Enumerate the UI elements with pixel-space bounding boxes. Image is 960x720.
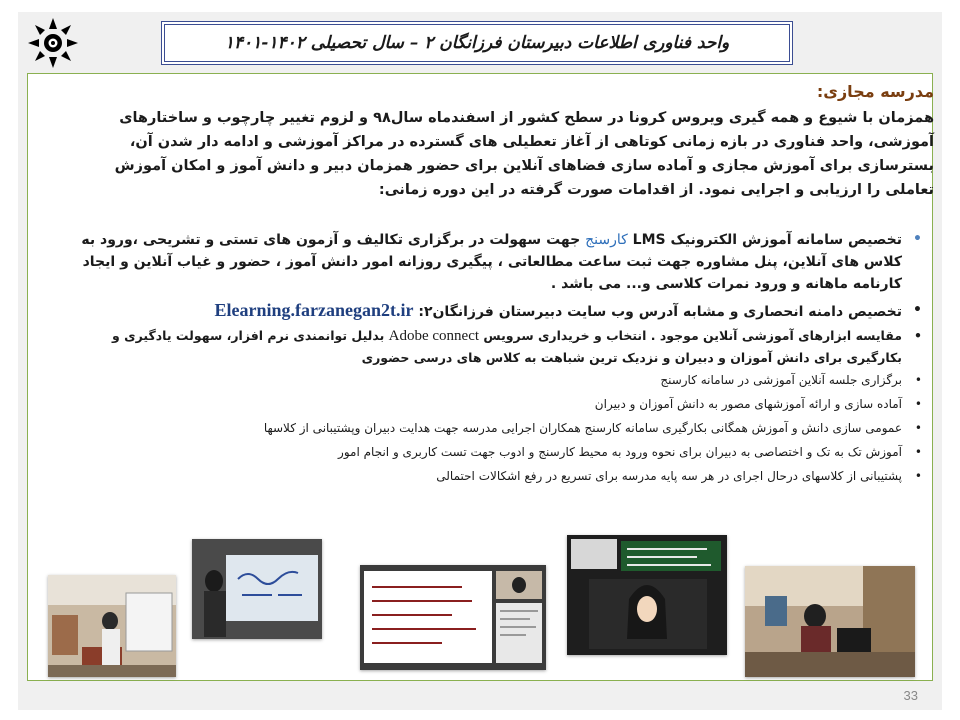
- list-item: [74, 440, 924, 464]
- actions-list: [74, 228, 924, 488]
- list-item-text: آماده سازی و ارائه آموزشهای مصور به دانش آموزان و دبیران: [594, 397, 902, 411]
- slide-title: واحد فناوری اطلاعات دبیرستان فرزانگان ۲ – سال تحصیلی ۱۴۰۲-۱۴۰۱: [224, 33, 730, 53]
- list-item: [74, 368, 924, 392]
- online-class-screenshot: [360, 565, 546, 670]
- list-item: [74, 299, 924, 323]
- list-item-text: عمومی سازی دانش و آموزش همگانی بکارگیری سامانه کارسنج همکاران اجرایی مدرسه جهت هدایت دبیران وپشتیبانی از کلاسها: [263, 421, 902, 435]
- list-item-text: برگزاری جلسه آنلاین آموزشی در سامانه کارسنج: [660, 373, 902, 387]
- list-item-text: بدلیل توانمندی نرم افزار، سهولت یادگیری و بکارگیری برای دانش آموزان و دبیران و نزدیک ترین شباهت به کلاس های درسی حضوری: [112, 328, 902, 365]
- list-item-text: جهت سهولت در برگزاری تکالیف و آزمون های تستی و تشریحی ،ورود به کلاس های آنلاین، پنل مشاوره جهت ثبت ساعت مطالعاتی ، پیگیری روزانه امور دانش آموز ، حضور و غیاب آنلاین و ایجاد کارنامه ماهانه و ورود نمرات کلاسی و... می باشد .: [81, 232, 902, 292]
- list-item: [74, 392, 924, 416]
- list-item-text: تخصیص سامانه آموزش الکترونیک LMS: [632, 232, 902, 248]
- adobe-connect-screenshot: [567, 535, 727, 655]
- title-banner: [164, 24, 790, 62]
- karsanj-link[interactable]: کارسنج: [585, 231, 628, 247]
- list-item-text: پشتیبانی از کلاسهای درحال اجرای در هر سه پایه مدرسه برای تسریع در رفع اشکالات احتمالی: [436, 469, 902, 483]
- list-item-text: تخصیص دامنه انحصاری و مشابه آدرس وب سایت دبیرستان فرزانگان۲:: [418, 304, 902, 320]
- list-item-text: آموزش تک به تک و اختصاصی به دبیران برای نحوه ورود به محیط کارسنج و ادوب جهت تست کاربری و انجام امور: [338, 445, 902, 459]
- list-item: [74, 325, 924, 368]
- list-item: [74, 464, 924, 488]
- teacher-laptop-photo: [745, 566, 915, 677]
- list-item: [74, 416, 924, 440]
- school-emblem-icon: [28, 18, 78, 68]
- section-heading: مدرسه مجازی:: [816, 82, 934, 101]
- intro-paragraph: همزمان با شیوع و همه گیری ویروس کرونا در سطح کشور از اسفندماه سال۹۸ و لزوم تغییر چارچوب و ساختارهای آموزشی، واحد فناوری در بازه زمانی کوتاهی از آغاز تعطیلی های گسترده در مراکز آموزشی و ادامه دار شدن آن، بسترسازی برای آموزش مجازی و آماده سازی فضاهای آنلاین برای حضور همزمان دبیر و دانش آموز و امکان آموزش تعاملی را ارزیابی و اجرایی نمود. از اقدامات صورت گرفته در این دوره زمانی:: [114, 110, 934, 198]
- elearning-url-link[interactable]: Elearning.farzanegan2t.ir: [214, 300, 414, 320]
- page-number: 33: [903, 688, 918, 703]
- classroom-photo: [48, 575, 176, 677]
- smartboard-photo: [192, 539, 322, 639]
- list-item-text: مقایسه ابزارهای آموزشی آنلاین موجود . انتخاب و خریداری سرویس: [483, 328, 902, 343]
- list-item: [74, 228, 924, 295]
- adobe-connect-label: Adobe connect: [388, 328, 480, 344]
